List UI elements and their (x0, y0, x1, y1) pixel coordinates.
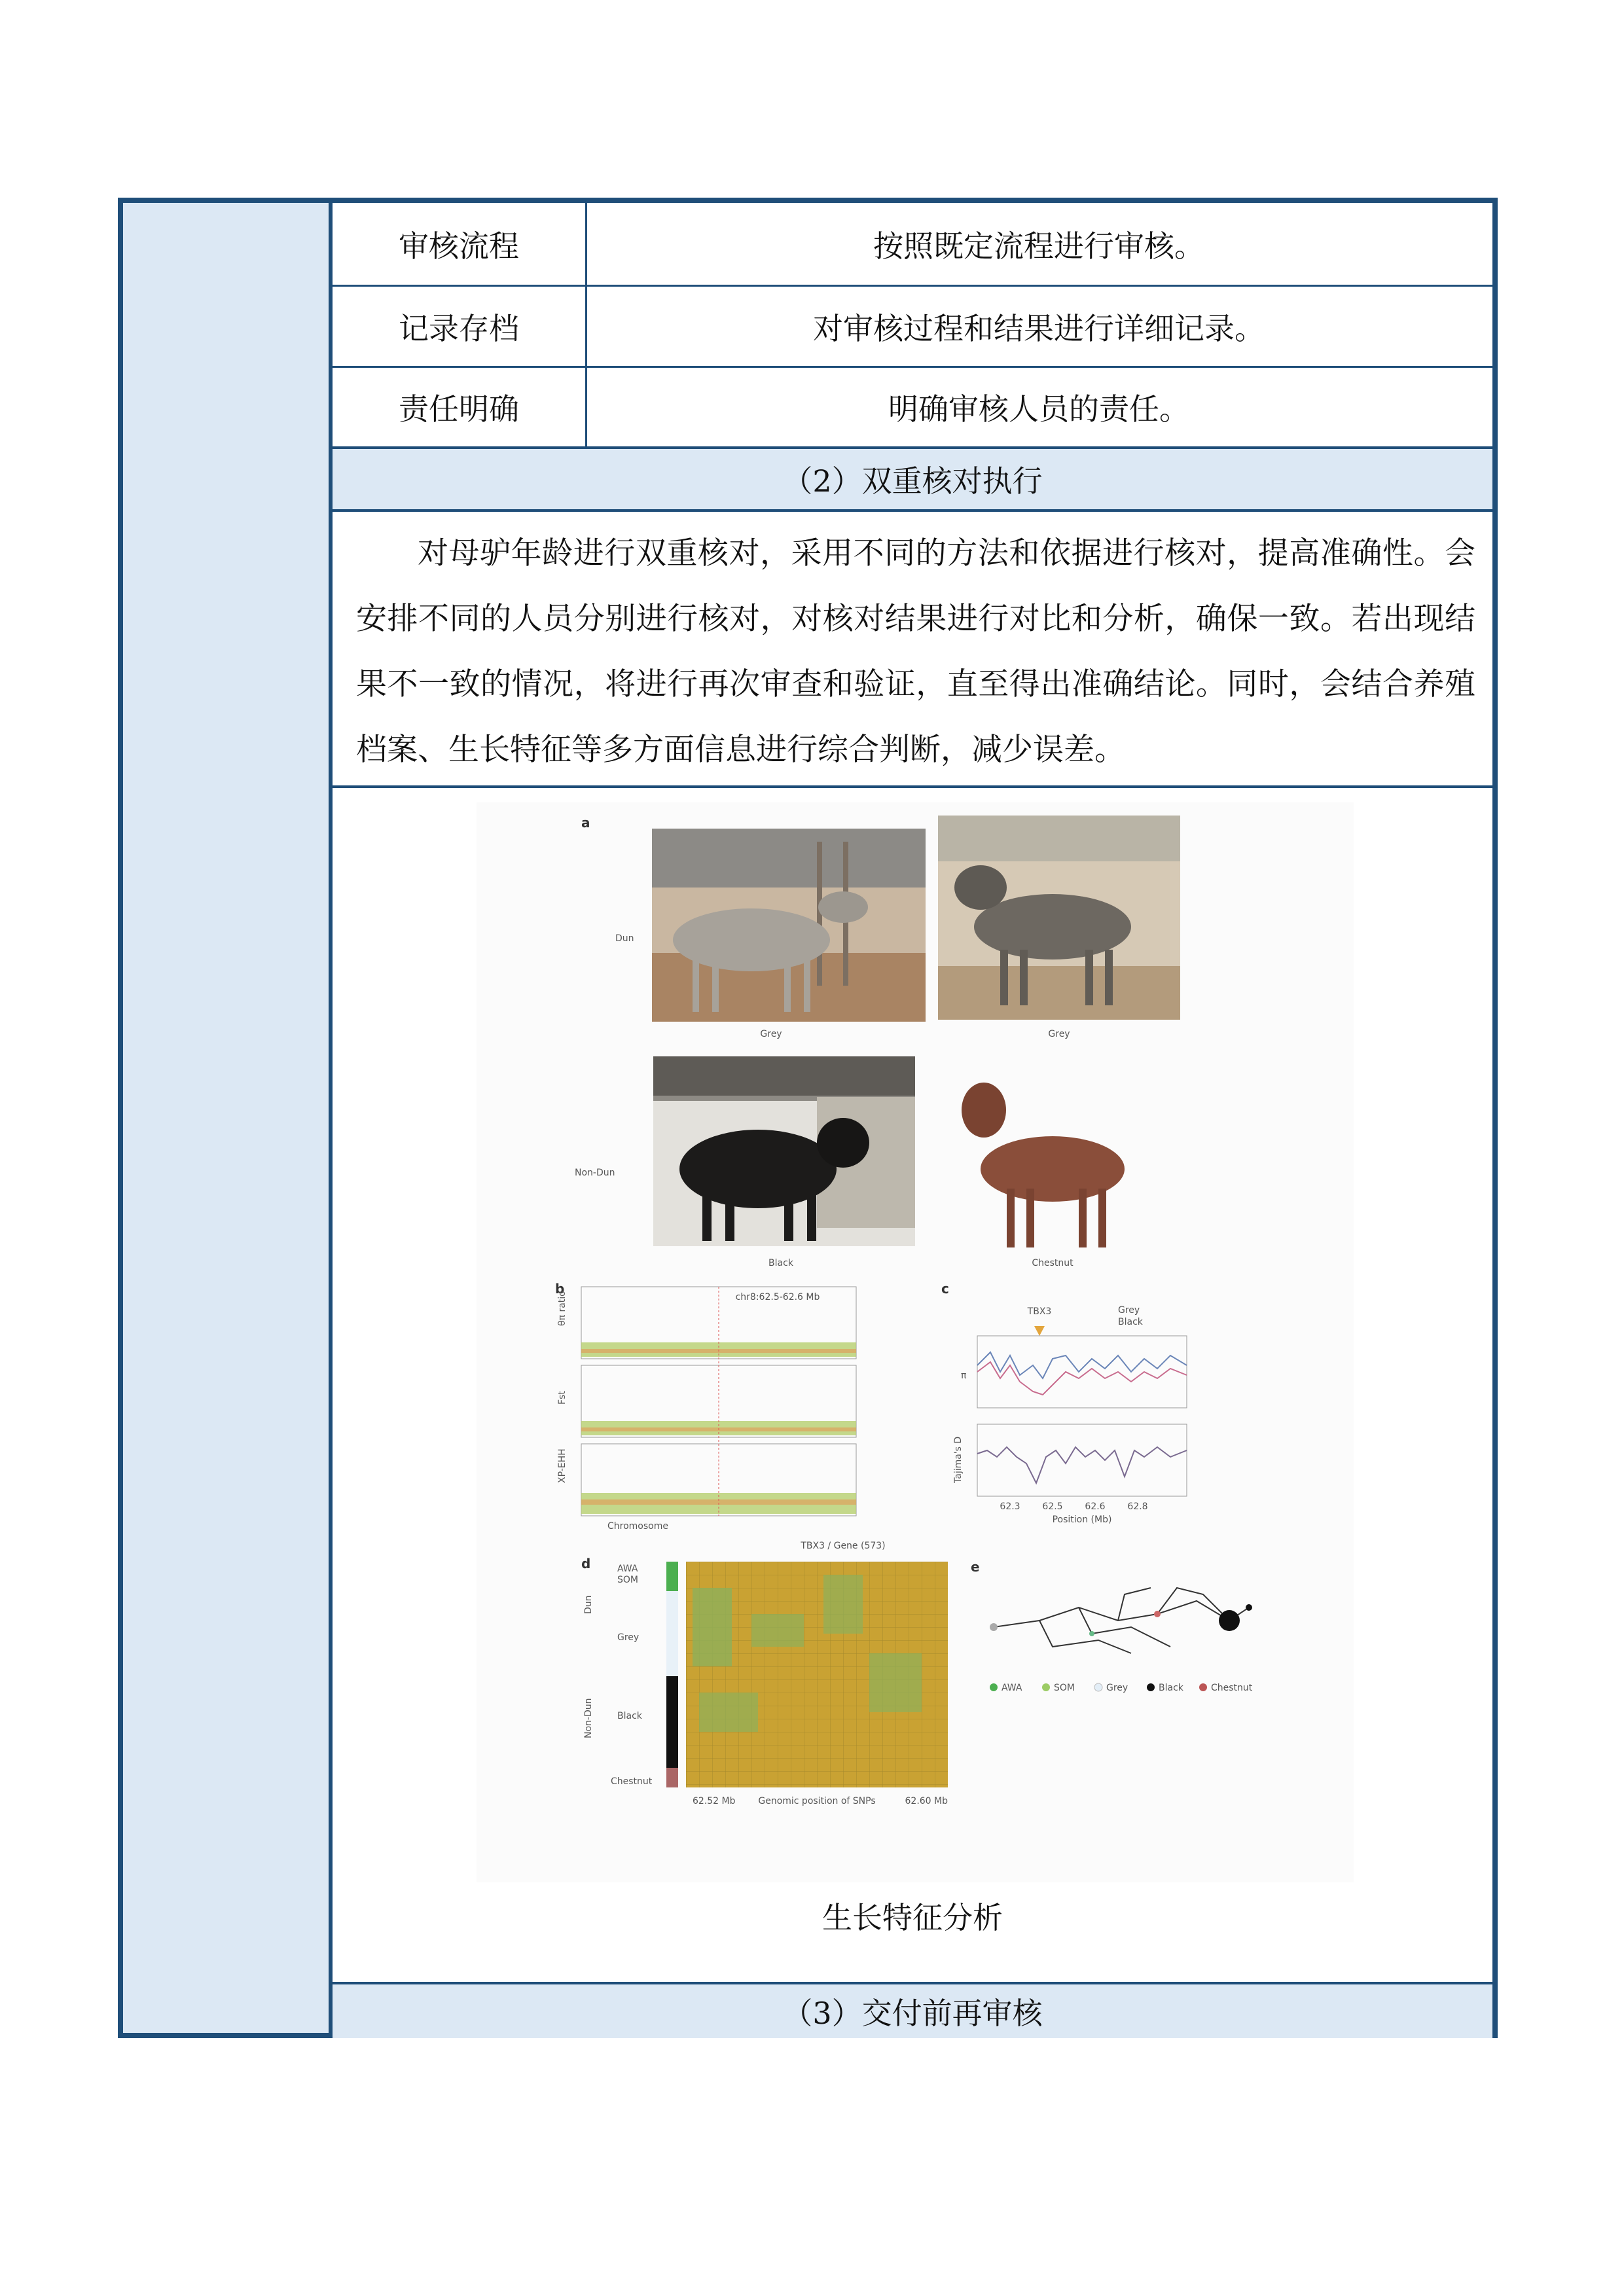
panel-d-x-mid: Genomic position of SNPs (758, 1796, 876, 1806)
photo-grey-donkey-2 (938, 816, 1180, 1020)
panel-b-legend: chr8:62.5-62.6 Mb (735, 1292, 820, 1302)
panel-c-tick-4: 62.8 (1127, 1501, 1148, 1512)
group-non-dun: Non-Dun (575, 1168, 615, 1178)
panel-e-label: e (971, 1559, 980, 1575)
panel-d-row-awa: AWA (617, 1564, 638, 1574)
panel-c-ylabel-1: π (961, 1371, 967, 1381)
table-row (333, 287, 1492, 368)
section-2-body (333, 512, 1492, 788)
panel-b-ylabel-2: Fst (557, 1391, 568, 1405)
panel-d-row-grey: Grey (617, 1632, 640, 1643)
caption-grey-2: Grey (1048, 1029, 1070, 1039)
section-2-heading: （2）双重核对执行 (333, 449, 1492, 512)
panel-b-ylabel-1: θπ ratio (557, 1291, 568, 1326)
figure-cell (333, 788, 1492, 1984)
svg-text:Chestnut: Chestnut (1211, 1683, 1253, 1693)
panel-c-tick-1: 62.3 (1000, 1501, 1020, 1512)
network-node (1154, 1611, 1161, 1617)
growth-figure (477, 802, 1354, 1882)
svg-text:SOM: SOM (1054, 1683, 1075, 1693)
caption-chestnut: Chestnut (1032, 1258, 1074, 1268)
panel-c-ylabel-2: Tajima's D (953, 1436, 964, 1483)
row-label: 记录存档 (333, 287, 587, 366)
panel-d-row-som: SOM (617, 1575, 638, 1585)
network-node (1219, 1610, 1240, 1631)
panel-c-tick-2: 62.5 (1042, 1501, 1063, 1512)
panel-d-row-black: Black (617, 1711, 642, 1721)
row-value: 对审核过程和结果进行详细记录。 (813, 310, 1265, 346)
svg-text:AWA: AWA (1001, 1683, 1022, 1693)
caption-black: Black (768, 1258, 793, 1268)
left-column (123, 203, 333, 2033)
section-3-heading: （3）交付前再审核 (333, 1984, 1492, 2038)
panel-b-label: b (555, 1281, 565, 1297)
row-label: 责任明确 (333, 368, 587, 446)
network-node (1089, 1631, 1094, 1636)
row-value: 按照既定流程进行审核。 (873, 228, 1204, 264)
figure-caption: 生长特征分析 (822, 1900, 1003, 1935)
group-dun: Dun (615, 933, 634, 944)
panel-d-annotation: TBX3 / Gene (573) (801, 1541, 886, 1551)
panel-b-ylabel-3: XP-EHH (557, 1448, 568, 1483)
table-row (333, 203, 1492, 287)
panel-c-legend-black: Black (1118, 1317, 1143, 1327)
row-value: 明确审核人员的责任。 (888, 391, 1189, 427)
network-node (1246, 1604, 1252, 1611)
photo-black-donkey (653, 1056, 915, 1246)
panel-c-label: c (941, 1281, 949, 1297)
photo-grey-donkey-1 (652, 829, 926, 1022)
panel-d-group-dun: Dun (583, 1595, 594, 1614)
paragraph: 对母驴年龄进行双重核对，采用不同的方法和依据进行核对，提高准确性。会安排不同的人员分别进行核对，对核对结果进行对比和分析，确保一致。若出现结果不一致的情况，将进行再次审查和验证，直至得出准确结论。同时，会结合养殖档案、生长特征等多方面信息进行综合判断，减少误差。 (356, 535, 1475, 768)
panel-d-heatmap (666, 1562, 948, 1787)
panel-d-group-non-dun: Non-Dun (583, 1698, 594, 1738)
panel-b-xlabel: Chromosome (607, 1521, 668, 1532)
svg-text:Black: Black (1159, 1683, 1183, 1693)
svg-text:Grey: Grey (1106, 1683, 1128, 1693)
panel-c-tick-3: 62.6 (1085, 1501, 1106, 1512)
panel-d-x-left: 62.52 Mb (693, 1796, 736, 1806)
panel-c-legend-grey: Grey (1118, 1305, 1140, 1316)
caption-grey-1: Grey (760, 1029, 782, 1039)
row-label: 审核流程 (333, 203, 587, 285)
panel-a-label: a (581, 815, 590, 831)
network-node (990, 1623, 998, 1631)
table-content (333, 203, 1492, 2033)
panel-d-row-chestnut: Chestnut (611, 1776, 653, 1787)
panel-c-annotation: TBX3 (1027, 1306, 1052, 1317)
panel-d-x-right: 62.60 Mb (905, 1796, 948, 1806)
panel-d-label: d (581, 1556, 591, 1571)
table-frame (118, 198, 1498, 2038)
table-row (333, 368, 1492, 449)
panel-c-xlabel: Position (Mb) (1052, 1515, 1112, 1525)
